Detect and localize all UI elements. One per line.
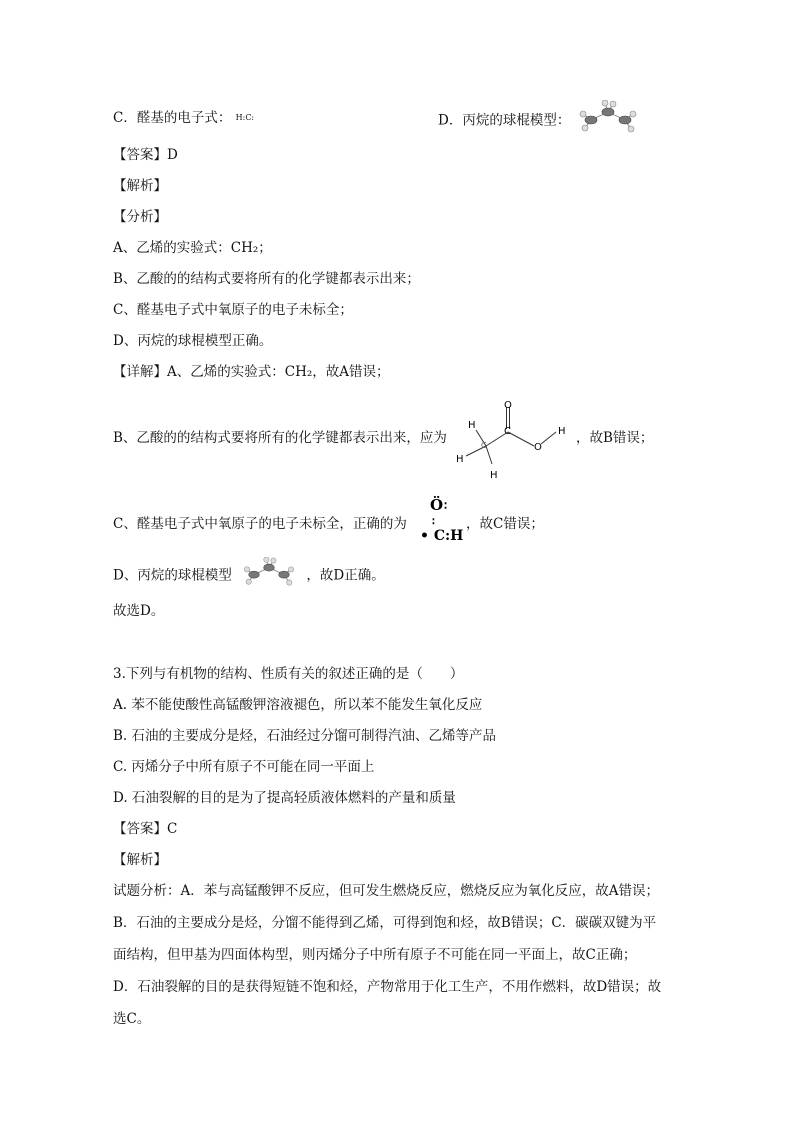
q3-answer: 【答案】C	[113, 821, 178, 837]
lewis-c-h: • C:H	[420, 528, 464, 544]
propane-ball-stick-model-icon	[575, 100, 641, 134]
detail-c: C、醛基电子式中氧原子的电子未标全，正确的为	[113, 516, 407, 532]
q3-explanation-line-4: D．石油裂解的目的是获得短链不饱和烃，产物常用于化工生产，不用作燃料，故D错误；故	[113, 979, 662, 995]
q3-explanation-line-3: 面结构，但甲基为四面体构型，则丙烯分子中所有原子不可能在同一平面上，故C正确；	[113, 947, 637, 963]
analysis-b: B、乙酸的的结构式要将所有的化学键都表示出来；	[113, 271, 420, 287]
q2-option-c	[113, 108, 254, 129]
q2-answer: 【答案】D	[113, 147, 178, 163]
q3-explanation-line-2: B．石油的主要成分是烃，分馏不能得到乙烯，可得到饱和烃，故B错误；C．碳碳双键为平	[113, 915, 657, 931]
detail-b-post: ，故B错误；	[576, 430, 654, 446]
lewis-colon-mid: ∶	[432, 515, 435, 528]
option-c-label: C．醛基的电子式：	[113, 110, 232, 126]
acetic-acid-structure	[450, 394, 580, 486]
lewis-oxygen: Ö	[430, 496, 444, 514]
detail-d: D、丙烷的球棍模型 ，故D正确。	[113, 565, 385, 587]
detail-c-post: ，故C错误；	[466, 516, 544, 532]
analysis-a: A、乙烯的实验式：CH₂；	[113, 240, 272, 256]
aldehyde-electron-formula-small: H:C:	[235, 112, 255, 122]
q2-fenxi-heading: 【分析】	[113, 209, 167, 225]
q3-explanation-line-5: 选C。	[113, 1011, 151, 1027]
analysis-d: D、丙烷的球棍模型正确。	[113, 333, 273, 349]
q3-explanation-line-1: 试题分析：A．苯与高锰酸钾不反应，但可发生燃烧反应，燃烧反应为氧化反应，故A错误；	[113, 883, 659, 899]
atom-o-double: O	[504, 400, 512, 411]
atom-h-left: H	[456, 454, 464, 465]
q3-jiexi-heading: 【解析】	[113, 852, 167, 868]
q2-jiexi-heading: 【解析】	[113, 178, 167, 194]
atom-h-bottom: H	[490, 470, 498, 481]
atom-h-hydroxyl: H	[558, 426, 566, 437]
q2-option-d	[438, 108, 641, 134]
propane-ball-stick-model-icon	[236, 557, 302, 587]
detail-a: 【详解】A、乙烯的实验式：CH₂，故A错误；	[113, 364, 390, 380]
analysis-c: C、醛基电子式中氧原子的电子未标全；	[113, 302, 353, 318]
aldehyde-lewis-structure	[414, 494, 470, 546]
atom-c-methyl: C	[481, 441, 487, 450]
q3-option-b: B. 石油的主要成分是烃，石油经过分馏可制得汽油、乙烯等产品	[113, 728, 497, 744]
q3-question: 3.下列与有机物的结构、性质有关的叙述正确的是（ ）	[113, 666, 464, 682]
q3-option-a: A. 苯不能使酸性高锰酸钾溶液褪色，所以苯不能发生氧化反应	[113, 697, 483, 713]
q3-option-c: C. 丙烯分子中所有原子不可能在同一平面上	[113, 759, 375, 775]
option-d-label: D．丙烷的球棍模型：	[438, 112, 571, 129]
lewis-colon-top: ∶	[444, 499, 448, 513]
detail-b: B、乙酸的的结构式要将所有的化学键都表示出来，应为	[113, 430, 447, 446]
atom-h-top: H	[468, 420, 476, 431]
atom-o-hydroxyl: O	[534, 442, 542, 453]
q3-option-d: D. 石油裂解的目的是为了提高轻质液体燃料的产量和质量	[113, 790, 456, 806]
atom-c-carboxyl: C	[504, 426, 511, 437]
q2-conclusion: 故选D。	[113, 603, 165, 619]
